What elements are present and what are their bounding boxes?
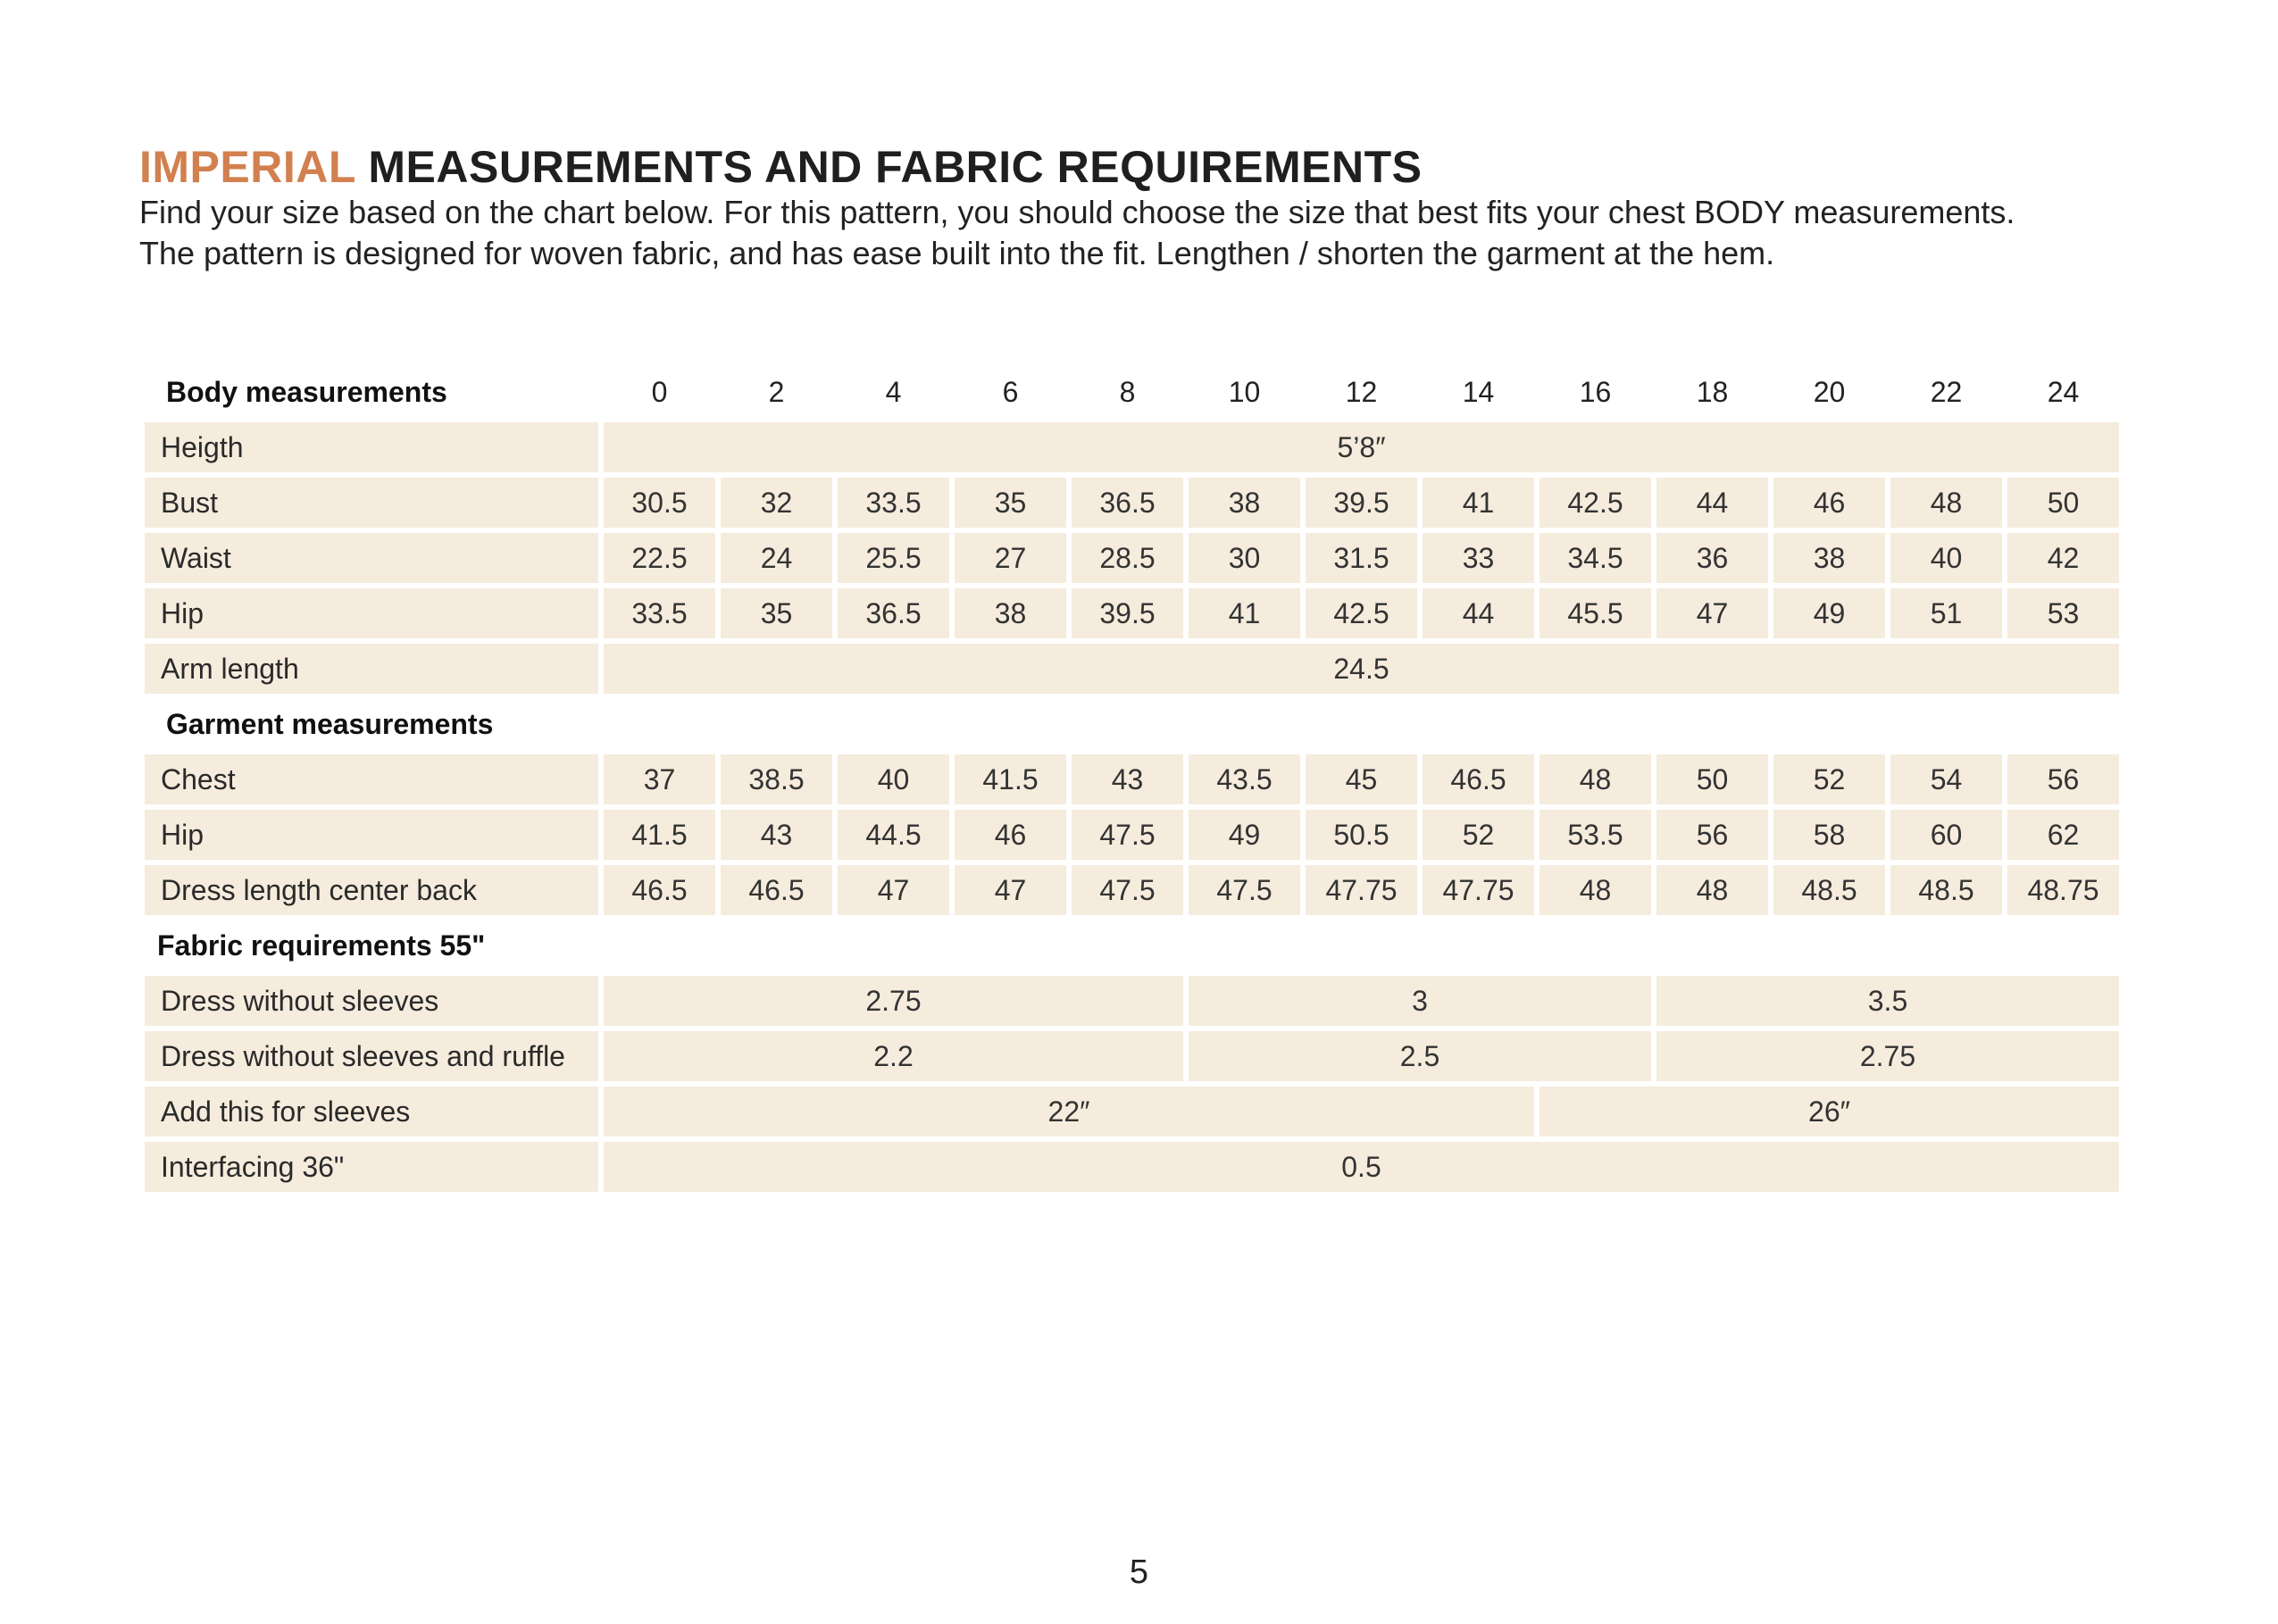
garment-hip-cell: 53.5 (1540, 810, 1651, 860)
hip-cell: 53 (2007, 588, 2119, 638)
chest-cell: 43 (1072, 754, 1183, 804)
waist-cell: 40 (1890, 533, 2002, 583)
chest-cell: 46.5 (1423, 754, 1534, 804)
hip-cell: 41 (1189, 588, 1300, 638)
size-header: 0 (651, 375, 668, 408)
table-row (145, 865, 2119, 915)
dress-length-cell: 48 (1540, 865, 1651, 915)
row-label-no-sleeves: Dress without sleeves (145, 976, 598, 1026)
chest-cell: 43.5 (1189, 754, 1300, 804)
bust-cell: 50 (2007, 478, 2119, 528)
garment-hip-cell: 50.5 (1306, 810, 1417, 860)
garment-hip-cell: 52 (1423, 810, 1534, 860)
size-header-row (145, 367, 2119, 417)
row-label-arm-length: Arm length (145, 644, 598, 694)
row-label-dress-length: Dress length center back (145, 865, 598, 915)
hip-cell: 35 (721, 588, 832, 638)
fabric-cell: 26″ (1540, 1087, 2119, 1137)
size-header: 18 (1696, 375, 1729, 408)
intro-text (139, 192, 2193, 274)
hip-cell: 42.5 (1306, 588, 1417, 638)
chest-cell: 52 (1773, 754, 1885, 804)
fabric-cell: 3 (1189, 976, 1651, 1026)
size-header: 20 (1813, 375, 1846, 408)
table-row (145, 810, 2119, 860)
chest-cell: 41.5 (955, 754, 1066, 804)
chest-cell: 56 (2007, 754, 2119, 804)
intro-line: Find your size based on the chart below. For this pattern, you should choose the size that best fits your chest BODY measurements. (139, 194, 2015, 230)
dress-length-cell: 48.5 (1773, 865, 1885, 915)
hip-cell: 33.5 (604, 588, 715, 638)
bust-cell: 33.5 (838, 478, 949, 528)
bust-cell: 36.5 (1072, 478, 1183, 528)
waist-cell: 22.5 (604, 533, 715, 583)
chest-cell: 54 (1890, 754, 2002, 804)
garment-hip-cell: 47.5 (1072, 810, 1183, 860)
dress-length-cell: 47.5 (1189, 865, 1300, 915)
waist-cell: 31.5 (1306, 533, 1417, 583)
dress-length-cell: 47.5 (1072, 865, 1183, 915)
hip-cell: 38 (955, 588, 1066, 638)
table-row (145, 588, 2119, 638)
chest-cell: 50 (1656, 754, 1768, 804)
section-title-fabric: Fabric requirements 55" (157, 929, 486, 962)
arm-length-value: 24.5 (604, 644, 2119, 694)
row-label-garment-hip: Hip (145, 810, 598, 860)
waist-cell: 25.5 (838, 533, 949, 583)
garment-hip-cell: 49 (1189, 810, 1300, 860)
dress-length-cell: 46.5 (604, 865, 715, 915)
waist-cell: 38 (1773, 533, 1885, 583)
bust-cell: 30.5 (604, 478, 715, 528)
intro-line: The pattern is designed for woven fabric, and has ease built into the fit. Lengthen / shorten the garment at the hem. (139, 235, 1775, 271)
garment-hip-cell: 58 (1773, 810, 1885, 860)
row-label-no-sleeves-ruffle: Dress without sleeves and ruffle (145, 1031, 598, 1081)
dress-length-cell: 47 (838, 865, 949, 915)
table-row (145, 422, 2119, 472)
dress-length-cell: 48 (1656, 865, 1768, 915)
chest-cell: 40 (838, 754, 949, 804)
row-label-chest: Chest (145, 754, 598, 804)
size-header: 6 (1002, 375, 1019, 408)
page-title (139, 141, 1423, 193)
garment-hip-cell: 43 (721, 810, 832, 860)
size-chart-table (139, 362, 2124, 1197)
row-label-waist: Waist (145, 533, 598, 583)
section-title-garment: Garment measurements (166, 707, 494, 740)
garment-hip-cell: 46 (955, 810, 1066, 860)
waist-cell: 28.5 (1072, 533, 1183, 583)
chest-cell: 48 (1540, 754, 1651, 804)
size-header: 14 (1462, 375, 1495, 408)
table-row (145, 1142, 2119, 1192)
height-value: 5’8″ (604, 422, 2119, 472)
fabric-cell: 2.75 (1656, 1031, 2119, 1081)
size-header: 12 (1345, 375, 1378, 408)
fabric-cell: 3.5 (1656, 976, 2119, 1026)
dress-length-cell: 47.75 (1306, 865, 1417, 915)
bust-cell: 41 (1423, 478, 1534, 528)
garment-hip-cell: 60 (1890, 810, 2002, 860)
section-header-row (145, 699, 2119, 749)
garment-hip-cell: 62 (2007, 810, 2119, 860)
bust-cell: 48 (1890, 478, 2002, 528)
bust-cell: 32 (721, 478, 832, 528)
size-header: 8 (1119, 375, 1136, 408)
garment-hip-cell: 41.5 (604, 810, 715, 860)
hip-cell: 49 (1773, 588, 1885, 638)
page-number: 5 (1129, 1553, 1149, 1591)
size-header: 22 (1930, 375, 1963, 408)
dress-length-cell: 48.75 (2007, 865, 2119, 915)
title-accent: IMPERIAL (139, 142, 355, 192)
dress-length-cell: 47.75 (1423, 865, 1534, 915)
table-row (145, 478, 2119, 528)
waist-cell: 36 (1656, 533, 1768, 583)
table-row (145, 1031, 2119, 1081)
size-header: 16 (1579, 375, 1612, 408)
bust-cell: 38 (1189, 478, 1300, 528)
bust-cell: 46 (1773, 478, 1885, 528)
fabric-cell: 22″ (604, 1087, 1534, 1137)
bust-cell: 35 (955, 478, 1066, 528)
waist-cell: 24 (721, 533, 832, 583)
hip-cell: 44 (1423, 588, 1534, 638)
fabric-cell: 2.5 (1189, 1031, 1651, 1081)
table-row (145, 533, 2119, 583)
bust-cell: 42.5 (1540, 478, 1651, 528)
garment-hip-cell: 44.5 (838, 810, 949, 860)
hip-cell: 51 (1890, 588, 2002, 638)
waist-cell: 34.5 (1540, 533, 1651, 583)
fabric-cell: 2.2 (604, 1031, 1183, 1081)
size-header: 4 (885, 375, 902, 408)
size-header: 2 (768, 375, 785, 408)
table-row (145, 976, 2119, 1026)
bust-cell: 39.5 (1306, 478, 1417, 528)
size-header: 10 (1228, 375, 1261, 408)
waist-cell: 33 (1423, 533, 1534, 583)
table-row (145, 754, 2119, 804)
hip-cell: 39.5 (1072, 588, 1183, 638)
section-header-row (145, 920, 2119, 970)
waist-cell: 42 (2007, 533, 2119, 583)
interfacing-value: 0.5 (604, 1142, 2119, 1192)
row-label-hip: Hip (145, 588, 598, 638)
garment-hip-cell: 56 (1656, 810, 1768, 860)
dress-length-cell: 48.5 (1890, 865, 2002, 915)
bust-cell: 44 (1656, 478, 1768, 528)
fabric-cell: 2.75 (604, 976, 1183, 1026)
chest-cell: 45 (1306, 754, 1417, 804)
chest-cell: 38.5 (721, 754, 832, 804)
section-title-body: Body measurements (166, 375, 447, 408)
title-rest: MEASUREMENTS AND FABRIC REQUIREMENTS (368, 142, 1423, 192)
waist-cell: 27 (955, 533, 1066, 583)
row-label-sleeves: Add this for sleeves (145, 1087, 598, 1137)
hip-cell: 47 (1656, 588, 1768, 638)
dress-length-cell: 47 (955, 865, 1066, 915)
row-label-interfacing: Interfacing 36" (145, 1142, 598, 1192)
dress-length-cell: 46.5 (721, 865, 832, 915)
table-row (145, 644, 2119, 694)
size-header: 24 (2047, 375, 2080, 408)
row-label-bust: Bust (145, 478, 598, 528)
table-row (145, 1087, 2119, 1137)
hip-cell: 45.5 (1540, 588, 1651, 638)
waist-cell: 30 (1189, 533, 1300, 583)
chest-cell: 37 (604, 754, 715, 804)
row-label-height: Heigth (145, 422, 598, 472)
hip-cell: 36.5 (838, 588, 949, 638)
